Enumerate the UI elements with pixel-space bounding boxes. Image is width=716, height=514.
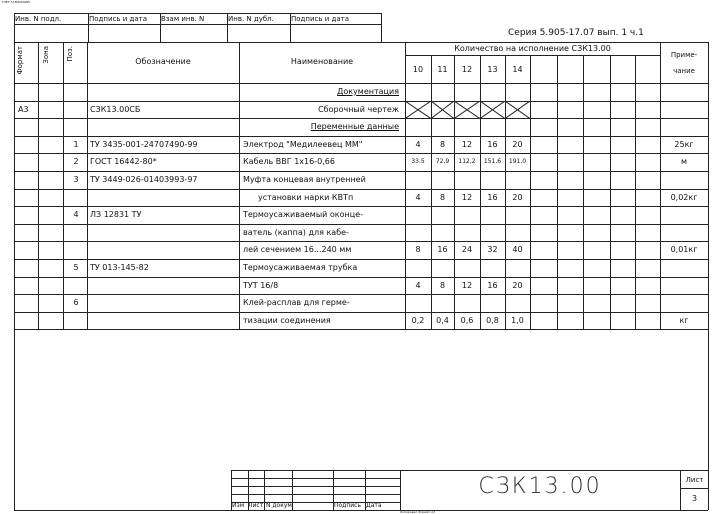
titleblock-row: [231, 494, 400, 495]
titleblock-divider: [264, 470, 265, 510]
cell-quantity: 16: [437, 245, 448, 255]
cell-quantity: 4: [415, 280, 421, 290]
row-line: [14, 101, 708, 102]
cell-name: Клей-расплав для герме-: [243, 298, 350, 308]
cell-name: Термоусаживаемая трубка: [243, 263, 358, 272]
header-quantity: Количество на исполнение СЗК13.00: [454, 44, 611, 53]
table-column-line: [239, 42, 240, 329]
header-note: Приме-: [670, 51, 698, 59]
cell-note: 25кг: [674, 139, 694, 149]
top-stamp-label: Инв. N дубл.: [228, 15, 274, 23]
cell-pos: 2: [73, 157, 79, 167]
cell-quantity: 12: [461, 280, 473, 290]
cell-quantity: 4: [415, 139, 421, 149]
cell-quantity: 151,6: [483, 158, 502, 166]
quantity-header-line: [405, 55, 660, 56]
cell-name: Термоусаживаемый оконце-: [243, 210, 363, 220]
cell-quantity: 40: [512, 245, 523, 255]
cell-quantity: 4: [415, 192, 421, 202]
cell-quantity: 191,0: [508, 158, 527, 166]
quantity-column-line: [530, 55, 531, 329]
frame-top: [14, 42, 708, 43]
cell-note: 0,01кг: [670, 245, 698, 255]
cell-quantity: 8: [415, 245, 421, 255]
header-variant: 13: [487, 65, 498, 74]
table-column-line: [38, 42, 39, 329]
cell-designation: ТУ 3435-001-24707490-99: [90, 139, 198, 149]
cell-format: А3: [18, 104, 29, 114]
row-line: [14, 277, 708, 278]
top-stamp-label: Подпись и дата: [291, 15, 349, 23]
titleblock-top: [231, 470, 708, 471]
frame-bottom: [14, 510, 708, 511]
cell-pos: 5: [73, 263, 79, 272]
top-stamp-divider: [14, 13, 15, 43]
cell-quantity: 16: [487, 139, 498, 149]
footer-note: Копировал Формат А3: [400, 510, 436, 514]
cell-pos: 6: [73, 298, 79, 308]
row-line: [14, 224, 708, 225]
titleblock-row: [680, 488, 708, 489]
header-format: Формат: [16, 46, 24, 75]
cell-name: ТУТ 16/8: [243, 280, 279, 290]
header-bottom-line: [14, 83, 708, 84]
titleblock-label: N докум.: [266, 502, 294, 509]
cell-note: кг: [679, 315, 689, 325]
cell-quantity: 72,9: [435, 158, 450, 166]
header-variant: 12: [461, 65, 473, 74]
row-line: [14, 206, 708, 207]
cell-name: Электрод "Медилеевец ММ": [243, 139, 363, 149]
top-stamp-divider: [227, 13, 228, 43]
row-line: [14, 329, 708, 330]
cell-name: ватель (каппа) для кабе-: [243, 227, 349, 237]
cell-quantity: 8: [439, 280, 446, 290]
top-stamp-border: [14, 24, 382, 25]
cell-quantity: 12: [461, 192, 473, 202]
header-designation: Обозначение: [135, 57, 191, 66]
cell-name: Кабель ВВГ 1х16-0,66: [243, 157, 335, 167]
quantity-column-line: [635, 55, 636, 329]
cell-quantity: 16: [487, 280, 498, 290]
quantity-column-line: [583, 55, 584, 329]
cell-pos: 3: [73, 175, 79, 184]
cell-quantity: 8: [439, 139, 446, 149]
header-variant: 11: [437, 65, 448, 74]
cell-quantity: 0,6: [460, 315, 474, 325]
row-line: [14, 312, 708, 313]
header-note: чание: [673, 67, 695, 75]
cell-designation: ТУ 3449-026-01403993-97: [90, 175, 198, 184]
table-column-line: [660, 42, 661, 329]
sheet-number: 3: [691, 494, 698, 503]
table-column-line: [63, 42, 64, 329]
header-variant: 10: [412, 65, 424, 74]
cell-quantity: 112,2: [458, 158, 476, 166]
cell-quantity: 20: [512, 280, 523, 290]
header-variant: 14: [512, 65, 523, 74]
frame-right: [708, 42, 709, 510]
top-stamp-divider: [290, 13, 291, 43]
cell-quantity: 33.5: [411, 158, 425, 166]
cell-pos: 4: [73, 210, 79, 220]
top-stamp-border: [14, 13, 382, 14]
top-stamp-divider: [88, 13, 89, 43]
cell-name: Сборочный чертеж: [318, 104, 399, 114]
series-label: Серия 5.905-17.07 вып. 1 ч.1: [508, 28, 644, 38]
cell-quantity: 8: [439, 192, 446, 202]
cell-name: установки нарки КВТп: [258, 192, 354, 202]
titleblock-divider: [680, 470, 681, 510]
cell-name: Документация: [337, 87, 399, 96]
not-applicable-crosses: [405, 101, 530, 119]
titleblock-label: Дата: [366, 502, 382, 509]
cell-name: лей сечением 16...240 мм: [243, 245, 352, 255]
top-stamp-label: Взам инв. N: [161, 15, 205, 23]
titleblock-label: Лист: [248, 502, 264, 509]
cell-pos: 1: [73, 139, 79, 149]
document-code: СЗК13.00: [478, 474, 602, 499]
top-stamp-divider: [381, 13, 382, 43]
cell-quantity: 16: [487, 192, 498, 202]
titleblock-row: [231, 478, 400, 479]
cell-designation: ЛЗ 12831 ТУ: [90, 210, 142, 220]
cell-quantity: 1,0: [511, 315, 524, 325]
header-name: Наименование: [290, 57, 354, 66]
top-stamp-divider: [160, 13, 161, 43]
header-zone: Зона: [42, 46, 50, 64]
cell-quantity: 0,4: [436, 315, 449, 325]
cell-quantity: 20: [512, 192, 523, 202]
row-line: [14, 294, 708, 295]
row-line: [14, 171, 708, 172]
cell-name: тизации соединения: [243, 315, 331, 325]
titleblock-label: Подпись: [334, 502, 361, 509]
cell-designation: ГОСТ 16442-80*: [90, 157, 157, 167]
sheet-label: Лист: [685, 476, 704, 484]
top-stamp-label: Инв. N подл.: [15, 15, 62, 23]
header-pos: Поз.: [66, 46, 74, 62]
titleblock-label: Изм: [232, 502, 245, 509]
cell-quantity: 12: [461, 139, 473, 149]
cell-note: м: [680, 157, 688, 167]
row-line: [14, 136, 708, 137]
row-line: [14, 118, 708, 119]
cell-note: 0,02кг: [670, 192, 698, 202]
cell-designation: СЗК13.00СБ: [90, 104, 141, 114]
titleblock-row: [231, 486, 400, 487]
row-line: [14, 259, 708, 260]
tiny-mark: УЧЕТ ГАЗИНСКИЙ: [2, 0, 30, 4]
cell-quantity: 32: [487, 245, 498, 255]
row-line: [14, 241, 708, 242]
cell-designation: ТУ 013-145-82: [90, 263, 149, 272]
top-stamp-label: Подпись и дата: [89, 15, 147, 23]
cell-quantity: 0,2: [411, 315, 425, 325]
cell-quantity: 0,8: [486, 315, 499, 325]
row-line: [14, 153, 708, 154]
cell-quantity: 24: [461, 245, 473, 255]
quantity-column-line: [610, 55, 611, 329]
cell-name: Муфта концевая внутренней: [243, 175, 366, 184]
table-column-line: [87, 42, 88, 329]
quantity-column-line: [557, 55, 558, 329]
cell-name: Переменные данные: [310, 122, 399, 132]
cell-quantity: 20: [512, 139, 523, 149]
row-line: [14, 189, 708, 190]
